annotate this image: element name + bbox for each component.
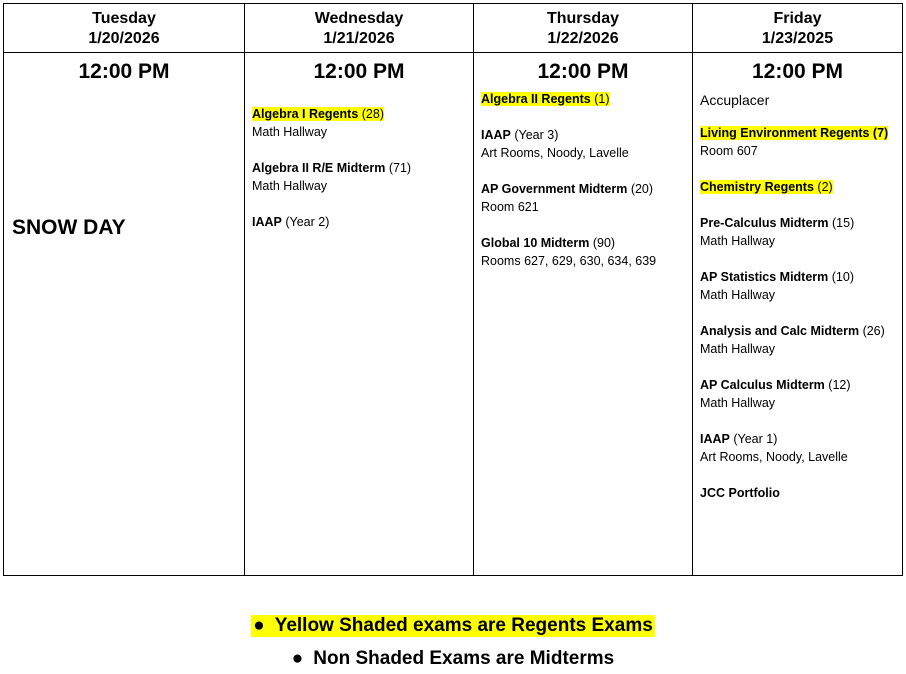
exam-location: Rooms 627, 629, 630, 634, 639 [481, 254, 657, 268]
day-header [4, 4, 244, 53]
exam-entry [700, 178, 902, 196]
exam-time: 12:00 PM [537, 60, 629, 83]
exam-name: IAAP [481, 128, 511, 142]
exam-entry [481, 234, 692, 270]
legend-regents-text: Yellow Shaded exams are Regents Exams [274, 615, 653, 636]
exam-name: IAAP [700, 432, 730, 446]
exam-list [245, 105, 473, 231]
exam-count: (71) [388, 161, 412, 175]
day-date: 1/23/2025 [761, 30, 834, 47]
exam-entry [700, 268, 902, 304]
exam-count: (15) [832, 216, 855, 230]
regents-highlight [481, 92, 610, 106]
snow-day-note: SNOW DAY [12, 216, 126, 239]
exam-list [693, 91, 902, 502]
legend-regents-highlight [251, 615, 655, 637]
exam-count: (20) [630, 182, 654, 196]
exam-count: (1) [594, 92, 610, 106]
exam-entry [700, 430, 902, 466]
exam-location: Art Rooms, Noody, Lavelle [481, 146, 629, 160]
exam-time: 12:00 PM [313, 60, 405, 83]
day-header [693, 4, 902, 53]
exam-location: Math Hallway [700, 342, 776, 356]
legend-midterms [0, 648, 906, 670]
exam-entry [252, 159, 473, 195]
bullet-icon: ● [291, 648, 304, 669]
exam-name: Algebra II R/E Midterm [252, 161, 386, 175]
bullet-icon: ● [253, 615, 265, 636]
exam-entry [700, 214, 902, 250]
day-date: 1/22/2026 [547, 30, 619, 47]
exam-time: 12:00 PM [78, 60, 170, 83]
exam-count: (12) [828, 378, 851, 392]
legend-midterms-text: Non Shaded Exams are Midterms [313, 648, 615, 669]
exam-location: Math Hallway [252, 125, 328, 139]
exam-location: Art Rooms, Noody, Lavelle [700, 450, 848, 464]
legend-midterms-line [290, 648, 616, 670]
day-date: 1/20/2026 [88, 30, 160, 47]
day-header [474, 4, 692, 53]
exam-location: Math Hallway [252, 179, 328, 193]
exam-year: (Year 1) [733, 432, 778, 446]
exam-location: Math Hallway [700, 396, 776, 410]
exam-entry [481, 90, 692, 108]
exam-count: (28) [361, 107, 384, 121]
exam-location: Room 621 [481, 200, 539, 214]
day-name: Tuesday [92, 10, 156, 27]
day-column-tuesday [4, 4, 244, 575]
exam-entry [700, 322, 902, 358]
exam-entry [700, 376, 902, 412]
exam-name: JCC Portfolio [700, 486, 780, 500]
exam-location: Math Hallway [700, 288, 776, 302]
exam-entry [481, 126, 692, 162]
exam-entry [481, 180, 692, 216]
legend-regents [0, 615, 906, 637]
exam-count: (2) [817, 180, 833, 194]
day-date: 1/21/2026 [323, 30, 395, 47]
day-name: Friday [773, 10, 822, 27]
exam-entry [700, 91, 902, 109]
exam-name: AP Calculus Midterm [700, 378, 825, 392]
day-column-wednesday [244, 4, 473, 575]
exam-entry [700, 484, 902, 502]
exam-count: (26) [862, 324, 885, 338]
day-column-friday [692, 4, 902, 575]
exam-name: IAAP [252, 215, 282, 229]
exam-schedule-table [3, 3, 903, 576]
exam-entry [252, 105, 473, 141]
regents-highlight [700, 180, 833, 194]
exam-name: Algebra I Regents [252, 107, 359, 121]
exam-name: Analysis and Calc Midterm [700, 324, 860, 338]
exam-list [474, 90, 692, 270]
day-name: Wednesday [314, 10, 404, 27]
day-column-thursday [473, 4, 692, 575]
exam-year: (Year 3) [514, 128, 559, 142]
exam-year: (Year 2) [285, 215, 330, 229]
day-header [245, 4, 473, 53]
exam-name: AP Statistics Midterm [700, 270, 829, 284]
exam-location: Room 607 [700, 144, 758, 158]
exam-name: AP Government Midterm [481, 182, 628, 196]
exam-entry [700, 124, 902, 160]
exam-name: Accuplacer [700, 92, 770, 108]
exam-name: Pre-Calculus Midterm [700, 216, 829, 230]
day-name: Thursday [546, 10, 619, 27]
exam-time: 12:00 PM [751, 60, 844, 83]
regents-highlight: Living Environment Regents (7) [700, 126, 889, 140]
regents-highlight [252, 107, 384, 121]
exam-name: Algebra II Regents [481, 92, 591, 106]
exam-location: Math Hallway [700, 234, 776, 248]
exam-name: Chemistry Regents [700, 180, 814, 194]
exam-count: (10) [831, 270, 854, 284]
exam-count: (90) [592, 236, 616, 250]
exam-entry [252, 213, 473, 231]
exam-name: Global 10 Midterm [481, 236, 590, 250]
